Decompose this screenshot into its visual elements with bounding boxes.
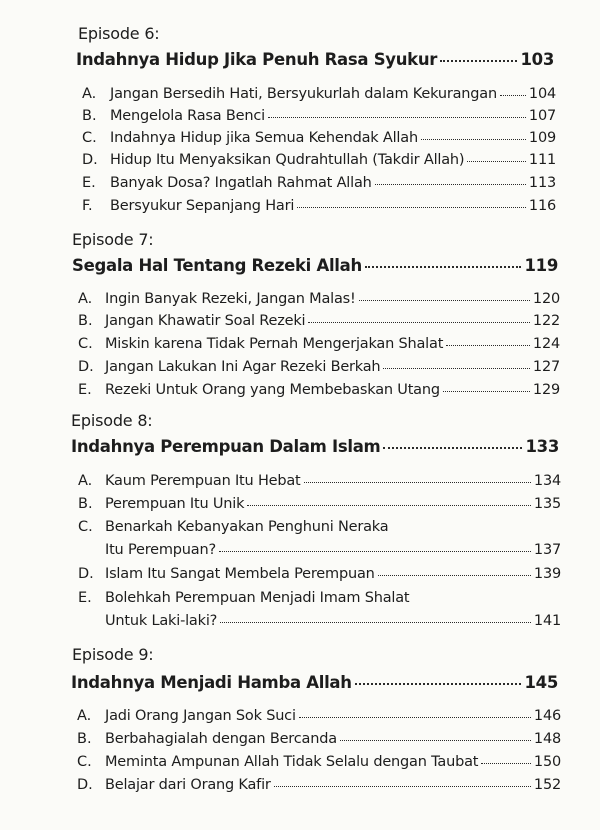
episode-label: Episode 8: — [71, 411, 153, 430]
entry-title: Jangan Lakukan Ini Agar Rezeki Berkah — [105, 359, 381, 375]
entry-page-number: 137 — [533, 542, 561, 558]
entry-title: Meminta Ampunan Allah Tidak Selalu dengan Taubat — [105, 754, 479, 770]
entry-title: Berbahagialah dengan Bercanda — [105, 731, 337, 747]
entry-page-number: 120 — [532, 291, 560, 307]
dot-leader — [500, 95, 526, 96]
dot-leader — [383, 368, 530, 369]
entry-page-number: 148 — [533, 731, 561, 747]
entry-page-number: 134 — [533, 473, 561, 489]
episode-title-row[interactable] — [71, 673, 558, 692]
toc-entry[interactable] — [105, 496, 561, 512]
toc-entry[interactable] — [105, 566, 561, 582]
dot-leader — [421, 139, 526, 140]
entry-page-number: 113 — [528, 175, 556, 191]
entry-title: Jangan Khawatir Soal Rezeki — [105, 313, 306, 329]
toc-entry[interactable] — [105, 613, 561, 629]
toc-entry[interactable] — [110, 175, 556, 191]
episode-title-row[interactable] — [76, 50, 554, 69]
dot-leader — [247, 505, 531, 506]
dot-leader — [443, 391, 530, 392]
item-letter: E. — [78, 590, 92, 606]
item-letter: B. — [77, 731, 92, 747]
dot-leader — [308, 322, 530, 323]
dot-leader — [440, 60, 517, 62]
entry-title: Kaum Perempuan Itu Hebat — [105, 473, 301, 489]
entry-page-number: 107 — [528, 108, 556, 124]
toc-entry[interactable] — [105, 359, 560, 375]
toc-entry[interactable] — [105, 731, 561, 747]
toc-entry[interactable] — [105, 754, 561, 770]
entry-title: Jangan Bersedih Hati, Bersyukurlah dalam Kekurangan — [110, 86, 497, 102]
entry-title: Islam Itu Sangat Membela Perempuan — [105, 566, 375, 582]
item-letter: A. — [82, 86, 97, 102]
toc-entry[interactable] — [105, 382, 560, 398]
dot-leader — [340, 740, 531, 741]
toc-entry[interactable] — [105, 777, 561, 793]
entry-title: Mengelola Rasa Benci — [110, 108, 265, 124]
episode-title-row[interactable] — [71, 437, 559, 456]
episode-page-number: 145 — [524, 673, 558, 692]
item-letter: D. — [82, 152, 98, 168]
entry-page-number: 150 — [533, 754, 561, 770]
dot-leader — [297, 207, 526, 208]
item-letter: E. — [82, 175, 96, 191]
entry-title: Rezeki Untuk Orang yang Membebaskan Utang — [105, 382, 440, 398]
entry-title: Belajar dari Orang Kafir — [105, 777, 271, 793]
entry-page-number: 122 — [532, 313, 560, 329]
dot-leader — [268, 117, 526, 118]
episode-page-number: 103 — [520, 50, 554, 69]
item-letter: B. — [78, 313, 93, 329]
dot-leader — [383, 447, 522, 449]
item-letter: A. — [77, 708, 92, 724]
entry-title: Banyak Dosa? Ingatlah Rahmat Allah — [110, 175, 372, 191]
item-letter: C. — [78, 519, 93, 535]
episode-title: Indahnya Hidup Jika Penuh Rasa Syukur — [76, 50, 438, 69]
item-letter: A. — [78, 473, 93, 489]
entry-title: Untuk Laki-laki? — [105, 613, 218, 629]
entry-title: Perempuan Itu Unik — [105, 496, 245, 512]
entry-title: Jadi Orang Jangan Sok Suci — [105, 708, 296, 724]
episode-title: Indahnya Perempuan Dalam Islam — [71, 437, 381, 456]
entry-title: Ingin Banyak Rezeki, Jangan Malas! — [105, 291, 356, 307]
toc-entry[interactable] — [110, 108, 556, 124]
dot-leader — [365, 266, 522, 268]
episode-title-row[interactable] — [72, 256, 558, 275]
item-letter: C. — [78, 336, 93, 352]
toc-entry[interactable] — [105, 336, 560, 352]
item-letter: D. — [77, 777, 93, 793]
dot-leader — [467, 161, 526, 162]
entry-page-number: 124 — [532, 336, 560, 352]
toc-entry[interactable] — [110, 152, 556, 168]
entry-title: Hidup Itu Menyaksikan Qudrahtullah (Takdir Allah) — [110, 152, 465, 168]
entry-page-number: 104 — [528, 86, 556, 102]
dot-leader — [359, 300, 530, 301]
episode-label: Episode 7: — [72, 230, 154, 249]
episode-page-number: 119 — [524, 256, 558, 275]
item-letter: B. — [78, 496, 93, 512]
dot-leader — [274, 786, 531, 787]
toc-entry[interactable] — [110, 130, 556, 146]
episode-page-number: 133 — [525, 437, 559, 456]
dot-leader — [378, 575, 531, 576]
toc-entry[interactable] — [110, 198, 556, 214]
entry-page-number: 141 — [533, 613, 561, 629]
entry-page-number: 129 — [532, 382, 560, 398]
toc-entry[interactable] — [105, 708, 561, 724]
toc-entry[interactable] — [105, 473, 561, 489]
entry-title: Bersyukur Sepanjang Hari — [110, 198, 295, 214]
item-letter: F. — [82, 198, 93, 214]
entry-title: Indahnya Hidup jika Semua Kehendak Allah — [110, 130, 418, 146]
item-letter: D. — [78, 566, 94, 582]
dot-leader — [375, 184, 526, 185]
entry-title: Miskin karena Tidak Pernah Mengerjakan Shalat — [105, 336, 444, 352]
episode-title: Indahnya Menjadi Hamba Allah — [71, 673, 352, 692]
item-letter: B. — [82, 108, 97, 124]
episode-label: Episode 9: — [72, 645, 154, 664]
entry-page-number: 146 — [533, 708, 561, 724]
toc-entry[interactable] — [105, 291, 560, 307]
dot-leader — [355, 683, 522, 685]
entry-page-number: 135 — [533, 496, 561, 512]
dot-leader — [219, 551, 531, 552]
entry-page-number: 139 — [533, 566, 561, 582]
entry-title-line-1: Bolehkah Perempuan Menjadi Imam Shalat — [105, 590, 410, 606]
entry-page-number: 152 — [533, 777, 561, 793]
dot-leader — [446, 345, 530, 346]
toc-entry[interactable] — [105, 542, 561, 558]
entry-page-number: 111 — [528, 152, 556, 168]
item-letter: D. — [78, 359, 94, 375]
item-letter: C. — [77, 754, 92, 770]
entry-page-number: 116 — [528, 198, 556, 214]
entry-page-number: 127 — [532, 359, 560, 375]
item-letter: E. — [78, 382, 92, 398]
toc-entry[interactable] — [110, 86, 556, 102]
item-letter: C. — [82, 130, 97, 146]
entry-title: Itu Perempuan? — [105, 542, 216, 558]
entry-title-line-1: Benarkah Kebanyakan Penghuni Neraka — [105, 519, 389, 535]
entry-page-number: 109 — [528, 130, 556, 146]
episode-title: Segala Hal Tentang Rezeki Allah — [72, 256, 362, 275]
toc-entry[interactable] — [105, 313, 560, 329]
dot-leader — [304, 482, 531, 483]
dot-leader — [299, 717, 531, 718]
dot-leader — [220, 622, 531, 623]
episode-label: Episode 6: — [78, 24, 160, 43]
item-letter: A. — [78, 291, 93, 307]
dot-leader — [481, 763, 531, 764]
